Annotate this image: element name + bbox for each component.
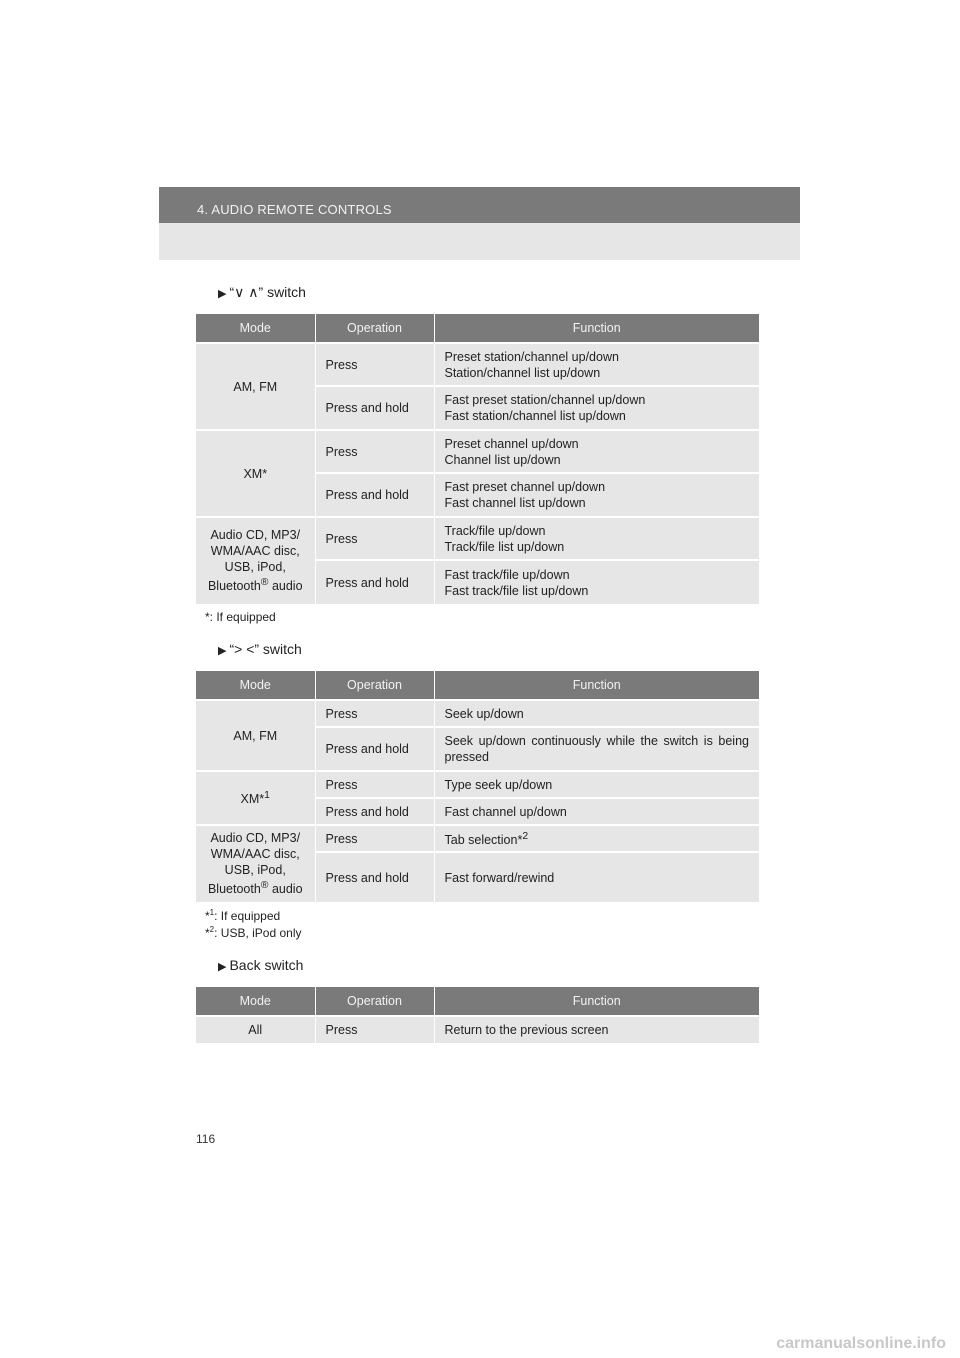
operation-cell: Press and hold [315, 386, 434, 430]
function-cell: Fast preset station/channel up/down Fast station/channel list up/down [434, 386, 759, 430]
footnote [205, 610, 276, 624]
table-row [196, 1016, 759, 1043]
operation-cell: Press [315, 700, 434, 727]
footnote-text: : If equipped [214, 909, 281, 923]
column-header-mode: Mode [196, 314, 315, 343]
table-row [196, 771, 759, 798]
mode-cell [196, 825, 315, 902]
mode-text: XM* [240, 792, 265, 807]
operation-cell: Press [315, 343, 434, 386]
column-header-operation: Operation [315, 314, 434, 343]
page-header [159, 187, 800, 260]
footnote-ref: 1 [264, 790, 270, 802]
table-row [196, 825, 759, 852]
function-cell: Seek up/down [434, 700, 759, 727]
section-title-text: “> <” switch [229, 641, 302, 657]
play-arrow-icon: ▶ [218, 645, 227, 657]
operation-cell: Press and hold [315, 560, 434, 604]
mode-text-suffix: audio [268, 882, 303, 897]
footnote-text: : If equipped [209, 610, 276, 624]
table-row [196, 517, 759, 560]
footnote-mark: * [205, 926, 210, 940]
operation-cell: Press [315, 430, 434, 473]
column-header-mode: Mode [196, 987, 315, 1016]
section-title-text: “∨ ∧” switch [229, 284, 306, 300]
registered-mark: ® [260, 577, 269, 589]
up-down-switch-table [196, 314, 759, 604]
operation-cell: Press and hold [315, 473, 434, 517]
column-header-mode: Mode [196, 671, 315, 700]
function-cell: Fast forward/rewind [434, 852, 759, 902]
operation-cell: Press [315, 1016, 434, 1043]
column-header-function: Function [434, 671, 759, 700]
function-cell: Return to the previous screen [434, 1016, 759, 1043]
registered-mark: ® [260, 880, 269, 892]
operation-cell: Press and hold [315, 852, 434, 902]
footnote [205, 908, 280, 923]
mode-text: Audio CD, MP3/ WMA/AAC disc, USB, iPod, Bluetooth [207, 528, 301, 594]
mode-cell: AM, FM [196, 343, 315, 430]
section-title-back-switch [218, 957, 303, 973]
operation-cell: Press and hold [315, 727, 434, 771]
footnote-number: 2 [209, 925, 215, 934]
operation-cell: Press [315, 771, 434, 798]
operation-cell: Press [315, 517, 434, 560]
footnote-text: : USB, iPod only [214, 926, 302, 940]
mode-cell [196, 517, 315, 604]
column-header-operation: Operation [315, 987, 434, 1016]
header-bar [159, 187, 800, 223]
table-row [196, 430, 759, 473]
function-cell: Fast track/file up/down Fast track/file list up/down [434, 560, 759, 604]
section-title-left-right-switch [218, 641, 302, 657]
function-cell: Track/file up/down Track/file list up/down [434, 517, 759, 560]
mode-cell: All [196, 1016, 315, 1043]
table-row [196, 343, 759, 386]
header-title: 4. AUDIO REMOTE CONTROLS [197, 202, 392, 217]
operation-cell: Press [315, 825, 434, 852]
function-cell: Preset station/channel up/down Station/channel list up/down [434, 343, 759, 386]
mode-text-suffix: audio [268, 579, 303, 594]
section-title-text: Back switch [229, 957, 304, 973]
column-header-operation: Operation [315, 671, 434, 700]
column-header-function: Function [434, 314, 759, 343]
mode-cell: AM, FM [196, 700, 315, 771]
footnote-number: 1 [209, 908, 215, 917]
operation-cell: Press and hold [315, 798, 434, 825]
play-arrow-icon: ▶ [218, 961, 227, 973]
page-number: 116 [196, 1132, 216, 1146]
function-cell: Type seek up/down [434, 771, 759, 798]
column-header-function: Function [434, 987, 759, 1016]
function-cell [434, 825, 759, 852]
mode-cell: XM* [196, 430, 315, 517]
footnote-mark: * [205, 909, 210, 923]
section-title-up-down-switch [218, 284, 306, 301]
footnote-mark: * [205, 610, 210, 624]
function-text: Tab selection* [444, 833, 523, 848]
function-cell: Fast preset channel up/down Fast channel list up/down [434, 473, 759, 517]
mode-cell [196, 771, 315, 825]
watermark: carmanualsonline.info [776, 1335, 946, 1352]
back-switch-table [196, 987, 759, 1043]
table-row [196, 700, 759, 727]
left-right-switch-table [196, 671, 759, 902]
function-cell: Seek up/down continuously while the switch is being pressed [434, 727, 759, 771]
function-cell: Fast channel up/down [434, 798, 759, 825]
play-arrow-icon: ▶ [218, 288, 227, 300]
function-cell: Preset channel up/down Channel list up/down [434, 430, 759, 473]
footnote [205, 925, 302, 940]
mode-text: Audio CD, MP3/ WMA/AAC disc, USB, iPod, Bluetooth [207, 831, 301, 897]
footnote-ref: 2 [522, 830, 529, 842]
